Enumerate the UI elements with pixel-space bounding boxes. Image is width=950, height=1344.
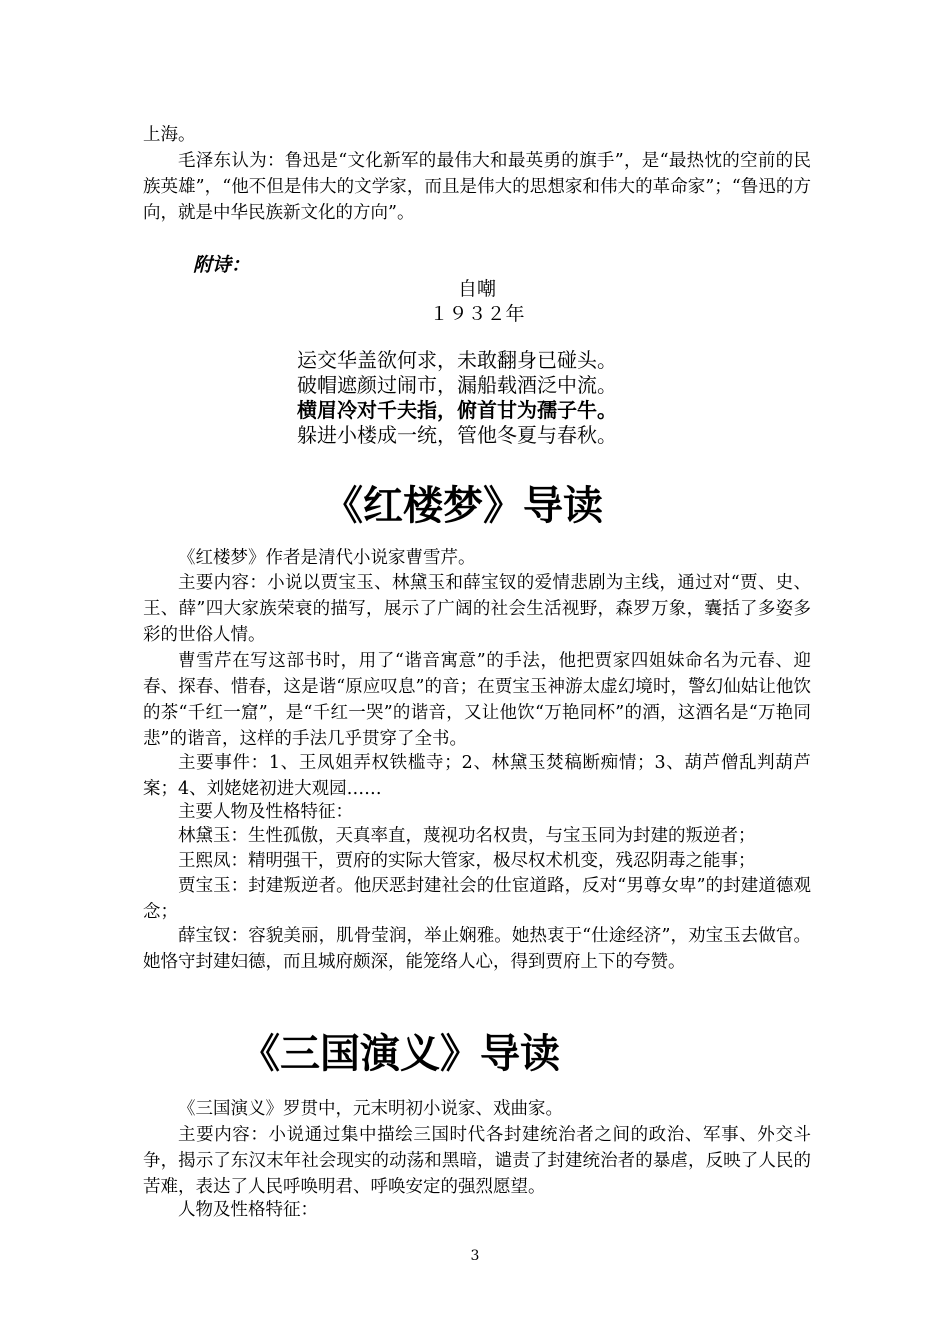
hlm-para: 《红楼梦》作者是清代小说家曹雪芹。 <box>178 548 476 568</box>
hlm-para: 曹雪芹在写这部书时，用了“谐音寓意”的手法，他把贾家四姐妹命名为元春、迎春、探春、惜春，这是谐“原应叹息”的音；在贾宝玉神游太虚幻境时，警幻仙姑让他饮的茶“千红一窟”，是“千红一哭”的谐音，又让他饮“万艳同杯”的酒，这酒名是“万艳同悲”的谐音，这样的手法几乎贯穿了全书。 <box>143 651 811 749</box>
hlm-heading: 《红楼梦》导读 <box>323 483 603 529</box>
sgyy-para: 《三国演义》罗贯中，元末明初小说家、戏曲家。 <box>178 1099 563 1119</box>
poem-year: １９３２年 <box>429 303 525 325</box>
fushi-label: 附诗： <box>193 254 251 276</box>
intro-line-1: 上海。 <box>143 125 196 145</box>
hlm-para: 薛宝钗：容貌美丽，肌骨莹润，举止娴雅。她热衷于“仕途经济”，劝宝玉去做官。她恪守封建妇德，而且城府颇深，能笼络人心，得到贾府上下的夸赞。 <box>143 926 811 972</box>
poem-title: 自嘲 <box>457 278 496 300</box>
page-number: 3 <box>470 1248 480 1264</box>
hlm-para: 主要人物及性格特征： <box>178 802 353 822</box>
hlm-para: 王熙凤：精明强干，贾府的实际大管家，极尽权术机变，残忍阴毒之能事； <box>178 851 756 871</box>
poem-line: 运交华盖欲何求，未敢翻身已碰头。 <box>297 348 617 372</box>
poem-line: 躲进小楼成一统，管他冬夏与春秋。 <box>297 423 617 447</box>
hlm-para: 贾宝玉：封建叛逆者。他厌恶封建社会的仕宦道路，反对“男尊女卑”的封建道德观念； <box>143 876 811 922</box>
hlm-para: 主要内容：小说以贾宝玉、林黛玉和薛宝钗的爱情悲剧为主线，通过对“贾、史、王、薛”四大家族荣衰的描写，展示了广阔的社会生活视野，森罗万象，囊括了多姿多彩的世俗人情。 <box>143 573 811 645</box>
hlm-para: 林黛玉：生性孤傲，天真率直，蔑视功名权贵，与宝玉同为封建的叛逆者； <box>178 826 756 846</box>
hlm-para: 主要事件：1、王凤姐弄权铁槛寺；2、林黛玉焚稿断痴情；3、葫芦僧乱判葫芦案；4、刘姥姥初进大观园…… <box>143 753 811 799</box>
sgyy-para: 人物及性格特征： <box>178 1200 318 1220</box>
sgyy-heading: 《三国演义》导读 <box>240 1031 560 1077</box>
mao-quote-paragraph: 毛泽东认为：鲁迅是“文化新军的最伟大和最英勇的旗手”，是“最热忱的空前的民族英雄”，“他不但是伟大的文学家，而且是伟大的思想家和伟大的革命家”；“鲁迅的方向，就是中华民族新文化的方向”。 <box>143 151 811 223</box>
poem-line: 横眉冷对千夫指，俯首甘为孺子牛。 <box>297 398 617 422</box>
poem-body <box>297 348 617 448</box>
sgyy-para: 主要内容：小说通过集中描绘三国时代各封建统治者之间的政治、军事、外交斗争，揭示了东汉末年社会现实的动荡和黑暗，谴责了封建统治者的暴虐，反映了人民的苦难，表达了人民呼唤明君、呼唤安定的强烈愿望。 <box>143 1125 811 1197</box>
poem-line: 破帽遮颜过闹市，漏船载酒泛中流。 <box>297 373 617 397</box>
